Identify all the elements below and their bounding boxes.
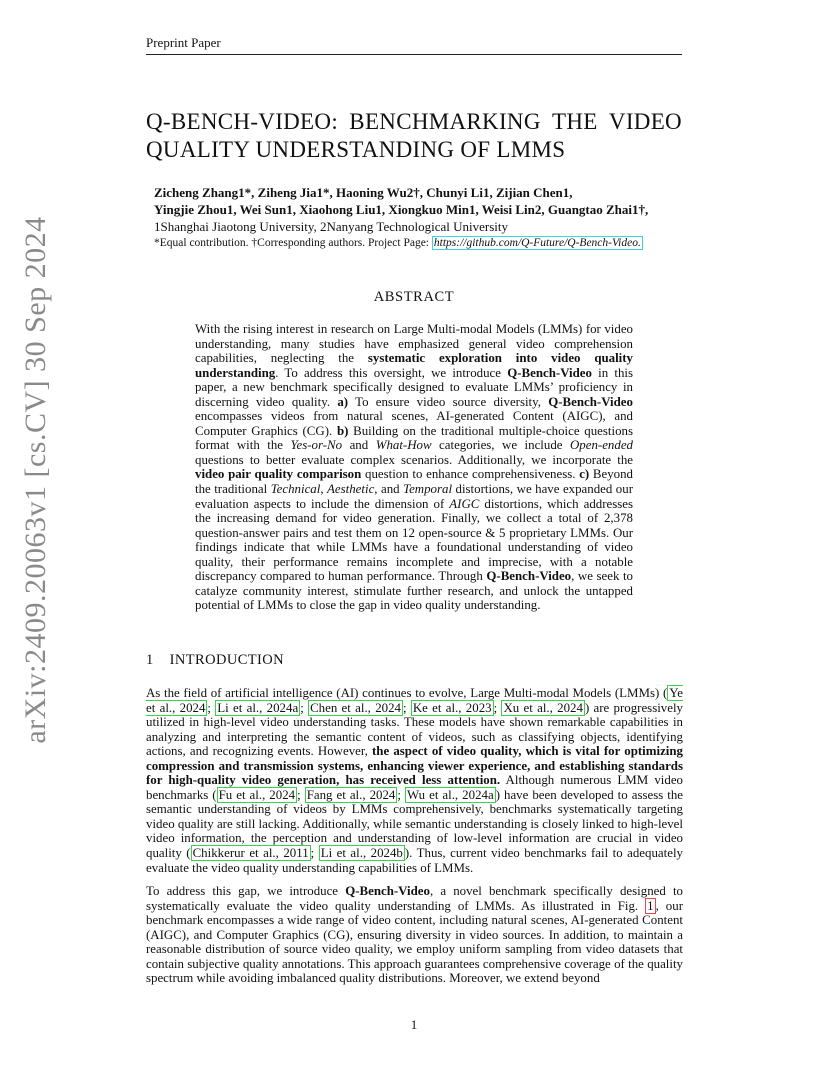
- body-text: ;: [402, 700, 411, 715]
- abstract-italic: Open-ended: [570, 438, 633, 453]
- body-text: To address this gap, we introduce: [146, 884, 346, 899]
- arxiv-stamp[interactable]: arXiv:2409.20063v1 [cs.CV] 30 Sep 2024: [19, 216, 52, 744]
- citation-link[interactable]: Fang et al., 2024: [306, 787, 396, 802]
- title-line-1: [146, 108, 682, 136]
- abstract-text: and: [342, 438, 376, 453]
- title-line-2: QUALITY UNDERSTANDING OF LMMS: [146, 137, 566, 162]
- running-head: Preprint Paper: [146, 35, 682, 55]
- project-page-link[interactable]: https://github.com/Q-Future/Q-Bench-Video.: [433, 237, 641, 249]
- abstract-emphasis: systematic exploration into video quality understanding: [195, 351, 634, 380]
- citation-link[interactable]: Ke et al., 2023: [412, 700, 492, 715]
- body-text: ;: [207, 700, 216, 715]
- abstract-text: . To address this oversight, we introduce: [275, 365, 508, 380]
- abstract-emphasis: Q-Bench-Video: [507, 365, 592, 380]
- abstract-text: Beyond the traditional: [195, 467, 634, 497]
- paper-title: [146, 108, 682, 164]
- citation-link[interactable]: Chen et al., 2024: [310, 700, 401, 715]
- page-number: 1: [410, 1017, 418, 1032]
- abstract-text: With the rising interest in research on Large Multi-modal Models (LMMs) for video understanding, many studies have emphasized general video comprehension capabilities, neglecting the: [195, 322, 633, 366]
- abstract-italic: Yes-or-No: [290, 438, 343, 453]
- body-emphasis: the aspect of video quality, which is vital for optimizing compression and transmission systems, enhancing viewer experience, and establishing standards for high-quality video generation, has received less attention.: [146, 744, 683, 788]
- abstract-italic: AIGC: [449, 496, 480, 511]
- abstract-italic: Temporal: [403, 482, 453, 497]
- title-word: BENCHMARKING: [349, 109, 541, 134]
- body-text: ;: [297, 787, 305, 802]
- citation-link[interactable]: Xu et al., 2024: [503, 700, 583, 715]
- paragraph: [146, 686, 683, 875]
- abstract-text: encompasses videos from natural scenes, AI-generated Content (AIGC), and Computer Graphics (CG).: [195, 409, 633, 438]
- contribution-text: *Equal contribution. †Corresponding authors. Project Page:: [154, 237, 429, 249]
- citation-link[interactable]: Ye et al., 2024: [146, 686, 683, 715]
- abstract-emphasis: c): [579, 467, 590, 482]
- title-word: VIDEO: [608, 109, 682, 134]
- abstract-italic: Aesthetic: [327, 482, 375, 497]
- title-word: THE: [552, 109, 598, 134]
- body-text: ) are progressively utilized in high-level video understanding tasks. These models have shown remarkable capabilities in analyzing and interpreting the semantic content of videos, such as classifying objects, identifying actions, and recognizing events. However,: [146, 700, 683, 759]
- abstract-text: , and: [374, 482, 404, 497]
- abstract-text: distortions, which addresses the increasing demand for video generation. Finally, we collect a total of 2,378 question-answer pairs and test them on 12 open-source & 5 proprietary LMMs. Our findings indicate that while LMMs have a foundational understanding of video quality, their performance remains incomplete and imprecise, with a notable discrepancy compared to human performance. Through: [195, 496, 633, 584]
- title-word: Q-BENCH-VIDEO:: [146, 109, 339, 134]
- abstract-emphasis: b): [336, 423, 349, 438]
- body-text: ;: [493, 700, 502, 715]
- body-text: ;: [300, 700, 309, 715]
- citation-link[interactable]: Wu et al., 2024a: [406, 787, 494, 802]
- body-text: ;: [397, 787, 405, 802]
- citation-link[interactable]: Li et al., 2024a: [217, 700, 299, 715]
- abstract-text: Building on the traditional multiple-choice questions format with the: [195, 423, 633, 453]
- abstract-heading: ABSTRACT: [373, 289, 455, 305]
- body-text: Although numerous LMM video benchmarks (: [146, 773, 683, 802]
- paragraph: [146, 884, 683, 986]
- body-text: , our benchmark encompasses a wide range of video content, including natural scenes, AI-generated Content (AIGC), and Computer Graphics (CG), ensuring diversity in video sources. In addition, to maintain a reasonable distribution of source video quality, we employ uniform sampling from video datasets that contain subjective quality annotations. This approach guarantees comprehensive coverage of the quality spectrum while avoiding imbalanced quality distributions. Moreover, we extend beyond: [146, 898, 683, 986]
- contribution-note: [154, 235, 682, 252]
- abstract-text: , we seek to catalyze community interest, stimulate further research, and unlock the untapped potential of LMMs to close the gap in video quality understanding.: [195, 569, 633, 613]
- introduction-body: [146, 686, 683, 995]
- abstract-text: in this paper, a new benchmark specifically designed to evaluate LMMs’ proficiency in discerning video quality.: [195, 365, 633, 409]
- abstract-text: categories, we include: [431, 438, 570, 453]
- abstract-text: To ensure video source diversity,: [348, 394, 549, 409]
- abstract-text: question to enhance comprehensiveness.: [361, 467, 580, 482]
- section-heading: [146, 652, 284, 669]
- abstract-body: [195, 322, 633, 613]
- body-text: ). Thus, current video benchmarks fail to adequately evaluate the video quality understanding capabilities of LMMs.: [146, 846, 683, 875]
- author-list-line-1: Zicheng Zhang1*, Ziheng Jia1*, Haoning Wu2†, Chunyi Li1, Zijian Chen1,: [154, 185, 573, 200]
- abstract-emphasis: a): [337, 394, 349, 409]
- body-text: As the field of artificial intelligence (AI) continues to evolve, Large Multi-modal Models (LMMs) (: [146, 686, 668, 700]
- abstract-text: distortions, we have expanded our evaluation aspects to include the dimension of: [195, 482, 633, 511]
- affiliations: 1Shanghai Jiaotong University, 2Nanyang Technological University: [154, 219, 508, 234]
- citation-link[interactable]: Fu et al., 2024: [218, 787, 296, 802]
- body-text: , a novel benchmark specifically designed to systematically evaluate the video quality understanding of LMMs. As illustrated in Fig.: [146, 884, 683, 913]
- abstract-emphasis: Q-Bench-Video: [548, 394, 633, 409]
- section-number: 1: [146, 652, 154, 668]
- author-list-line-2: Yingjie Zhou1, Wei Sun1, Xiaohong Liu1, Xiongkuo Min1, Weisi Lin2, Guangtao Zhai1†,: [154, 202, 649, 217]
- body-text: ) have been developed to assess the semantic understanding of videos by LMMs comprehensively, benchmarks systematically targeting video quality are still lacking. Additionally, while semantic understanding is closely linked to high-level video information, the perception and understanding of low-level information are crucial in video quality (: [146, 787, 683, 861]
- citation-link[interactable]: Li et al., 2024b: [320, 846, 403, 861]
- abstract-italic: What-How: [375, 438, 432, 453]
- figure-reference-link[interactable]: 1: [647, 898, 654, 913]
- author-block: [154, 184, 682, 252]
- abstract-italic: Technical: [270, 482, 321, 497]
- citation-link[interactable]: Chikkerur et al., 2011: [192, 846, 309, 861]
- abstract-text: ,: [320, 482, 328, 497]
- body-text: ;: [310, 846, 319, 861]
- abstract-text: questions to better evaluate complex scenarios. Additionally, we incorporate the: [195, 452, 633, 467]
- abstract-emphasis: video pair quality comparison: [195, 467, 362, 482]
- abstract-emphasis: Q-Bench-Video: [486, 569, 572, 584]
- body-emphasis: Q-Bench-Video: [345, 884, 430, 899]
- section-title: INTRODUCTION: [169, 652, 284, 668]
